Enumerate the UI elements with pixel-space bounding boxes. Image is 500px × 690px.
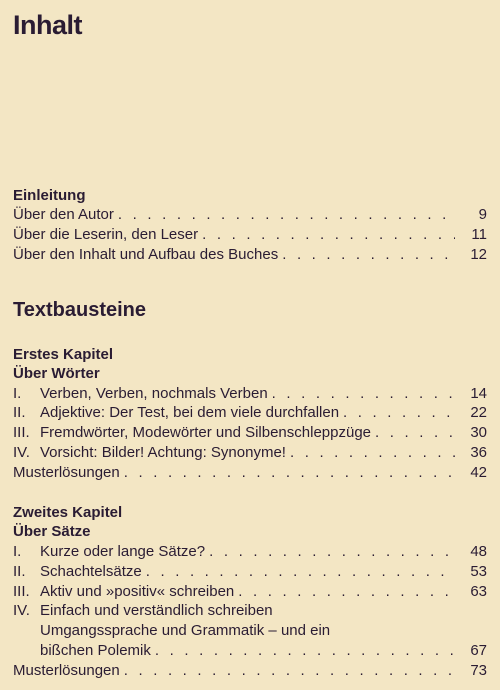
page-title: Inhalt [13,10,82,40]
toc-entry-title: Verben, Verben, nochmals Verben [40,385,268,402]
toc-entry-number: III. [13,424,30,441]
dot-leader [209,542,455,562]
toc-entry-title-continued: Umgangssprache und Grammatik – und ein [40,622,331,639]
toc-entry-about-content[interactable] [13,245,487,265]
toc-entry-title: Schachtelsätze [40,563,142,580]
toc-entry-aktiv[interactable] [13,582,487,602]
dot-leader [282,245,455,265]
toc-entry-title: Vorsicht: Bilder! Achtung: Synonyme! [40,444,286,461]
toc-page-number: 63 [470,583,487,600]
toc-entry-number: IV. [13,602,30,619]
chapter-heading: Zweites Kapitel [13,504,123,521]
dot-leader [124,463,455,483]
toc-entry-adjektive[interactable] [13,403,487,423]
toc-entry-number: IV. [13,444,30,461]
toc-entry-saetze[interactable] [13,542,487,562]
toc-page-number: 22 [470,404,487,421]
toc-entry-einfach[interactable] [13,601,487,621]
intro-heading: Einleitung [13,187,86,204]
toc-page-number: 53 [470,563,487,580]
dot-leader [272,384,455,404]
toc-entry-schachtelsaetze[interactable] [13,562,487,582]
section-heading: Textbausteine [13,299,146,321]
toc-entry-title: Aktiv und »positiv« schreiben [40,583,235,600]
toc-page-number: 48 [470,543,487,560]
toc-entry-about-reader[interactable] [13,225,487,245]
toc-entry-title: Über den Autor [13,206,114,223]
toc-entry-title: Fremdwörter, Modewörter und Silbenschleppzüge [40,424,372,441]
dot-leader [124,661,455,681]
toc-entry-number: I. [13,543,22,560]
toc-entry-title: Musterlösungen [13,662,120,679]
chapter-heading: Erstes Kapitel [13,346,114,363]
toc-page-number: 36 [470,444,487,461]
dot-leader [290,443,455,463]
toc-page-number: 11 [471,226,487,243]
chapter-subheading: Über Wörter [13,365,100,382]
toc-entry-bilder[interactable] [13,443,487,463]
toc-entry-title-continued: bißchen Polemik [40,642,151,659]
dot-leader [238,582,455,602]
dot-leader [146,562,455,582]
toc-page-number: 14 [470,385,487,402]
toc-entry-number: III. [13,583,30,600]
dot-leader [202,225,455,245]
toc-page-number: 73 [470,662,487,679]
toc-entry-number: I. [13,385,22,402]
toc-entry-solutions-2[interactable] [13,661,487,681]
toc-page-number: 67 [470,642,487,659]
toc-entry-about-author[interactable] [13,205,487,225]
dot-leader [343,403,455,423]
toc-page-number: 12 [470,246,487,263]
dot-leader [118,205,455,225]
toc-entry-title: Über die Leserin, den Leser [13,226,199,243]
chapter-subheading: Über Sätze [13,523,91,540]
toc-entry-title: Adjektive: Der Test, bei dem viele durchfallen [40,404,340,421]
toc-entry-title: Kurze oder lange Sätze? [40,543,206,560]
toc-entry-title: Musterlösungen [13,464,120,481]
toc-page-number: 9 [478,206,487,223]
toc-entry-solutions-1[interactable] [13,463,487,483]
toc-entry-einfach-line3 [13,641,487,661]
dot-leader [155,641,455,661]
dot-leader [375,423,455,443]
toc-entry-number: II. [13,563,26,580]
toc-entry-verben[interactable] [13,384,487,404]
toc-page-number: 42 [470,464,487,481]
toc-entry-number: II. [13,404,26,421]
toc-entry-fremdwoerter[interactable] [13,423,487,443]
toc-page-number: 30 [470,424,487,441]
toc-entry-title: Einfach und verständlich schreiben [40,602,273,619]
toc-entry-title: Über den Inhalt und Aufbau des Buches [13,246,279,263]
toc-entry-einfach-line2 [13,621,487,641]
